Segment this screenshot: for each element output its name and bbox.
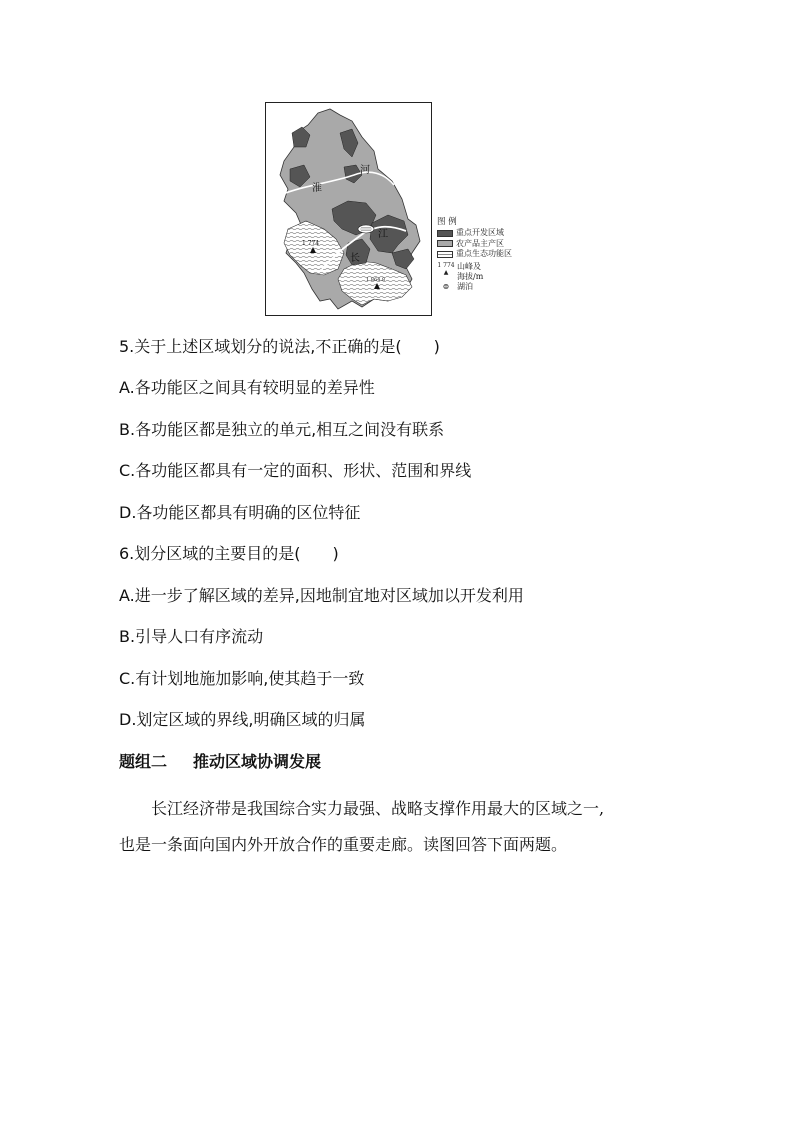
region-map [266,103,432,316]
swatch-agricultural [437,240,453,247]
passage-line-1: 长江经济带是我国综合实力最强、战略支撑作用最大的区域之一, [151,799,605,818]
map-label-he: 河 [360,165,370,176]
map-label-jiang: 江 [378,229,388,240]
q5-stem: 5.关于上述区域划分的说法,不正确的是( ) [119,337,440,356]
region-map-figure [265,102,535,318]
legend-peak-label-1: 山峰及 [457,261,481,271]
legend-peak-value: 1 774 [437,261,455,269]
mountain-peak-icon: ▲ [443,268,449,276]
q5-option-a: A.各功能区之间具有较明显的差异性 [119,378,375,397]
legend-row-ecological [437,249,537,260]
swatch-ecological [437,251,453,258]
map-label-chang: 长 [350,253,360,264]
q6-stem: 6.划分区域的主要目的是( ) [119,544,339,563]
legend-lake-icon: ⊜ [442,281,450,291]
q5-option-b: B.各功能区都是独立的单元,相互之间没有联系 [119,420,445,439]
legend-title: 图 例 [437,217,457,227]
legend-label-ecological: 重点生态功能区 [456,249,512,259]
legend-peak-label-2: 海拔/m [457,271,484,281]
legend-peak-labels [457,262,483,282]
peak-west-value: 1 774 [302,240,320,247]
section-label: 题组二 [119,752,168,771]
peak-east-value: 1 864.8 [366,277,386,283]
section-title: 推动区域协调发展 [193,752,322,771]
passage-line-2: 也是一条面向国内外开放合作的重要走廊。读图回答下面两题。 [119,835,568,854]
legend-row-development [437,228,537,239]
legend-peak-symbol [437,262,455,276]
legend-label-agricultural: 农产品主产区 [456,238,504,248]
legend-label-lake: 湖泊 [457,281,473,291]
map-label-huai: 淮 [312,183,322,194]
q5-option-d: D.各功能区都具有明确的区位特征 [119,503,361,522]
q6-option-a: A.进一步了解区域的差异,因地制宜地对区域加以开发利用 [119,586,524,605]
map-frame [265,102,432,316]
legend-row-agricultural [437,239,537,250]
q6-option-c: C.有计划地施加影响,使其趋于一致 [119,669,365,688]
map-legend [437,217,537,292]
legend-row-lake [437,282,537,293]
q6-option-b: B.引导人口有序流动 [119,627,264,646]
legend-row-peak [437,262,537,282]
q5-option-c: C.各功能区都具有一定的面积、形状、范围和界线 [119,461,472,480]
section-heading [119,752,321,772]
legend-label-development: 重点开发区域 [456,228,504,238]
swatch-development [437,230,453,237]
q6-option-d: D.划定区域的界线,明确区域的归属 [119,710,366,729]
